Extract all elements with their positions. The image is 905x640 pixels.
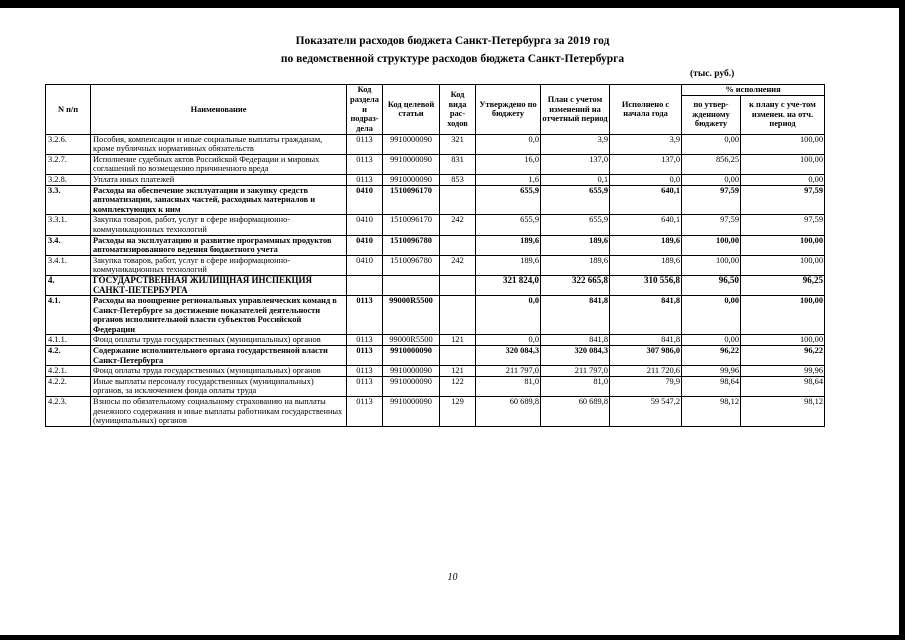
row-approved: 60 689,8 bbox=[476, 397, 541, 427]
row-pct-approved: 100,00 bbox=[682, 255, 741, 275]
row-pct-plan: 100,00 bbox=[741, 296, 825, 335]
table-row bbox=[46, 235, 825, 255]
scan-border-top bbox=[0, 0, 905, 8]
row-plan: 189,6 bbox=[541, 235, 610, 255]
row-target: 9910000090 bbox=[383, 376, 440, 396]
row-approved: 655,9 bbox=[476, 185, 541, 215]
row-kind: 853 bbox=[440, 174, 476, 185]
row-kind: 321 bbox=[440, 134, 476, 154]
row-plan: 81,0 bbox=[541, 376, 610, 396]
row-pct-plan: 100,00 bbox=[741, 154, 825, 174]
row-plan: 3,9 bbox=[541, 134, 610, 154]
table-row bbox=[46, 397, 825, 427]
units-label: (тыс. руб.) bbox=[690, 69, 735, 79]
row-section: 0113 bbox=[347, 134, 383, 154]
table-row bbox=[46, 134, 825, 154]
table-row bbox=[46, 346, 825, 366]
row-num: 3.2.6. bbox=[46, 134, 91, 154]
row-executed: 841,8 bbox=[610, 296, 682, 335]
row-pct-approved: 856,25 bbox=[682, 154, 741, 174]
row-name: Исполнение судебных актов Российской Федерации и мировых соглашений по возмещению причиненного вреда bbox=[91, 154, 347, 174]
row-num: 4.1. bbox=[46, 296, 91, 335]
row-pct-plan: 100,00 bbox=[741, 335, 825, 346]
row-pct-approved: 96,22 bbox=[682, 346, 741, 366]
row-approved: 16,0 bbox=[476, 154, 541, 174]
row-approved: 81,0 bbox=[476, 376, 541, 396]
row-kind bbox=[440, 235, 476, 255]
row-pct-approved: 97,59 bbox=[682, 215, 741, 235]
row-section: 0410 bbox=[347, 255, 383, 275]
row-section: 0113 bbox=[347, 296, 383, 335]
row-executed: 3,9 bbox=[610, 134, 682, 154]
row-pct-approved: 96,50 bbox=[682, 275, 741, 295]
row-num: 3.2.8. bbox=[46, 174, 91, 185]
row-pct-approved: 98,12 bbox=[682, 397, 741, 427]
row-target bbox=[383, 275, 440, 295]
row-section bbox=[347, 275, 383, 295]
table-row bbox=[46, 366, 825, 377]
row-plan: 655,9 bbox=[541, 185, 610, 215]
header-approved: Утверждено по бюджету bbox=[476, 85, 541, 135]
row-approved: 321 824,0 bbox=[476, 275, 541, 295]
row-pct-plan: 97,59 bbox=[741, 215, 825, 235]
row-kind: 129 bbox=[440, 397, 476, 427]
table-row bbox=[46, 335, 825, 346]
row-approved: 189,6 bbox=[476, 235, 541, 255]
row-pct-plan: 100,00 bbox=[741, 134, 825, 154]
row-pct-plan: 96,25 bbox=[741, 275, 825, 295]
row-section: 0410 bbox=[347, 185, 383, 215]
row-pct-approved: 98,64 bbox=[682, 376, 741, 396]
table-row bbox=[46, 376, 825, 396]
document-title-line1: Показатели расходов бюджета Санкт-Петербурга за 2019 год bbox=[295, 35, 610, 47]
row-plan: 137,0 bbox=[541, 154, 610, 174]
row-pct-approved: 0,00 bbox=[682, 296, 741, 335]
row-kind: 121 bbox=[440, 366, 476, 377]
row-name: Закупка товаров, работ, услуг в сфере информационно-коммуникационных технологий bbox=[91, 215, 347, 235]
row-num: 3.4. bbox=[46, 235, 91, 255]
row-executed: 640,1 bbox=[610, 215, 682, 235]
row-section: 0113 bbox=[347, 154, 383, 174]
row-plan: 322 665,8 bbox=[541, 275, 610, 295]
row-pct-plan: 98,64 bbox=[741, 376, 825, 396]
row-pct-approved: 99,96 bbox=[682, 366, 741, 377]
row-section: 0113 bbox=[347, 335, 383, 346]
row-name: Расходы на эксплуатацию и развитие программных продуктов автоматизированного ведения бюджетного учета bbox=[91, 235, 347, 255]
header-pct-group: % исполнения bbox=[682, 85, 825, 96]
table-row bbox=[46, 215, 825, 235]
row-name: Уплата иных платежей bbox=[91, 174, 347, 185]
row-target: 9910000090 bbox=[383, 134, 440, 154]
table-row bbox=[46, 296, 825, 335]
row-name: Иные выплаты персоналу государственных (муниципальных) органов, за исключением фонда оплаты труда bbox=[91, 376, 347, 396]
row-num: 4. bbox=[46, 275, 91, 295]
row-num: 4.1.1. bbox=[46, 335, 91, 346]
row-target: 9910000090 bbox=[383, 397, 440, 427]
row-section: 0113 bbox=[347, 346, 383, 366]
row-plan: 60 689,8 bbox=[541, 397, 610, 427]
row-name: Расходы на поощрение региональных управленческих команд в Санкт-Петербурге за достижение показателей деятельности органов исполнительной власти субъектов Российской Федерации bbox=[91, 296, 347, 335]
row-kind: 242 bbox=[440, 215, 476, 235]
table-row bbox=[46, 154, 825, 174]
row-approved: 320 084,3 bbox=[476, 346, 541, 366]
row-section: 0113 bbox=[347, 376, 383, 396]
row-section: 0410 bbox=[347, 235, 383, 255]
row-name: Пособия, компенсации и иные социальные выплаты гражданам, кроме публичных нормативных обязательств bbox=[91, 134, 347, 154]
row-kind: 122 bbox=[440, 376, 476, 396]
table-row bbox=[46, 185, 825, 215]
row-executed: 79,9 bbox=[610, 376, 682, 396]
row-name: Взносы по обязательному социальному страхованию на выплаты денежного содержания и иные выплаты работникам государственных (муниципальных) органов bbox=[91, 397, 347, 427]
row-pct-plan: 100,00 bbox=[741, 255, 825, 275]
row-plan: 211 797,0 bbox=[541, 366, 610, 377]
scan-border-right bbox=[899, 0, 905, 640]
row-executed: 189,6 bbox=[610, 235, 682, 255]
row-kind: 831 bbox=[440, 154, 476, 174]
row-plan: 189,6 bbox=[541, 255, 610, 275]
row-num: 4.2. bbox=[46, 346, 91, 366]
row-name: Фонд оплаты труда государственных (муниципальных) органов bbox=[91, 366, 347, 377]
row-target: 1510096170 bbox=[383, 215, 440, 235]
row-kind bbox=[440, 185, 476, 215]
row-num: 4.2.2. bbox=[46, 376, 91, 396]
table-row bbox=[46, 255, 825, 275]
row-kind bbox=[440, 296, 476, 335]
row-executed: 640,1 bbox=[610, 185, 682, 215]
page-number: 10 bbox=[447, 572, 458, 583]
row-name: ГОСУДАРСТВЕННАЯ ЖИЛИЩНАЯ ИНСПЕКЦИЯ САНКТ-ПЕТЕРБУРГА bbox=[91, 275, 347, 295]
row-approved: 1,6 bbox=[476, 174, 541, 185]
row-approved: 655,9 bbox=[476, 215, 541, 235]
row-plan: 320 084,3 bbox=[541, 346, 610, 366]
row-plan: 655,9 bbox=[541, 215, 610, 235]
row-target: 1510096780 bbox=[383, 255, 440, 275]
row-num: 4.2.1. bbox=[46, 366, 91, 377]
table-row bbox=[46, 174, 825, 185]
row-target: 1510096170 bbox=[383, 185, 440, 215]
row-name: Расходы на обеспечение эксплуатации и закупку средств автоматизации, запасных частей, расходных материалов и комплектующих к ним bbox=[91, 185, 347, 215]
table-row bbox=[46, 275, 825, 295]
row-section: 0113 bbox=[347, 174, 383, 185]
row-approved: 0,0 bbox=[476, 296, 541, 335]
document-title-line2: по ведомственной структуре расходов бюджета Санкт-Петербурга bbox=[280, 53, 625, 65]
row-plan: 841,8 bbox=[541, 335, 610, 346]
row-approved: 189,6 bbox=[476, 255, 541, 275]
row-approved: 0,0 bbox=[476, 335, 541, 346]
row-target: 9910000090 bbox=[383, 174, 440, 185]
row-target: 9910000090 bbox=[383, 366, 440, 377]
row-executed: 59 547,2 bbox=[610, 397, 682, 427]
header-executed: Исполнено с начала года bbox=[610, 85, 682, 135]
header-target: Код целевой статьи bbox=[383, 85, 440, 135]
row-pct-plan: 0,00 bbox=[741, 174, 825, 185]
row-pct-plan: 98,12 bbox=[741, 397, 825, 427]
row-kind bbox=[440, 346, 476, 366]
row-executed: 0,0 bbox=[610, 174, 682, 185]
row-executed: 189,6 bbox=[610, 255, 682, 275]
row-kind bbox=[440, 275, 476, 295]
scan-border-bottom bbox=[0, 635, 905, 640]
row-kind: 121 bbox=[440, 335, 476, 346]
row-num: 3.3. bbox=[46, 185, 91, 215]
row-executed: 841,8 bbox=[610, 335, 682, 346]
row-approved: 211 797,0 bbox=[476, 366, 541, 377]
row-plan: 0,1 bbox=[541, 174, 610, 185]
row-executed: 307 986,0 bbox=[610, 346, 682, 366]
row-approved: 0,0 bbox=[476, 134, 541, 154]
row-pct-approved: 0,00 bbox=[682, 335, 741, 346]
row-section: 0113 bbox=[347, 366, 383, 377]
row-kind: 242 bbox=[440, 255, 476, 275]
row-num: 3.3.1. bbox=[46, 215, 91, 235]
row-pct-plan: 100,00 bbox=[741, 235, 825, 255]
row-name: Фонд оплаты труда государственных (муниципальных) органов bbox=[91, 335, 347, 346]
header-kind: Код вида рас-ходов bbox=[440, 85, 476, 135]
header-section: Код раздела и подраз-дела bbox=[347, 85, 383, 135]
row-num: 3.4.1. bbox=[46, 255, 91, 275]
row-pct-approved: 0,00 bbox=[682, 174, 741, 185]
row-target: 9910000090 bbox=[383, 154, 440, 174]
row-pct-plan: 96,22 bbox=[741, 346, 825, 366]
row-section: 0410 bbox=[347, 215, 383, 235]
header-plan: План с учетом изменений на отчетный период bbox=[541, 85, 610, 135]
row-target: 99000R5500 bbox=[383, 296, 440, 335]
row-section: 0113 bbox=[347, 397, 383, 427]
row-target: 9910000090 bbox=[383, 346, 440, 366]
row-name: Закупка товаров, работ, услуг в сфере информационно-коммуникационных технологий bbox=[91, 255, 347, 275]
row-pct-approved: 97,59 bbox=[682, 185, 741, 215]
row-pct-approved: 0,00 bbox=[682, 134, 741, 154]
row-plan: 841,8 bbox=[541, 296, 610, 335]
row-pct-approved: 100,00 bbox=[682, 235, 741, 255]
row-target: 1510096780 bbox=[383, 235, 440, 255]
header-num: N п/п bbox=[46, 85, 91, 135]
row-name: Содержание исполнительного органа государственной власти Санкт-Петербурга bbox=[91, 346, 347, 366]
row-num: 4.2.3. bbox=[46, 397, 91, 427]
row-executed: 310 556,8 bbox=[610, 275, 682, 295]
header-name: Наименование bbox=[91, 85, 347, 135]
row-executed: 211 720,6 bbox=[610, 366, 682, 377]
header-pct-approved: по утвер-жденному бюджету bbox=[682, 95, 741, 134]
table-body bbox=[46, 134, 825, 426]
row-executed: 137,0 bbox=[610, 154, 682, 174]
row-pct-plan: 99,96 bbox=[741, 366, 825, 377]
expenditure-table bbox=[45, 84, 825, 427]
row-num: 3.2.7. bbox=[46, 154, 91, 174]
header-pct-plan: к плану с уче-том изменен. на отч. период bbox=[741, 95, 825, 134]
row-pct-plan: 97,59 bbox=[741, 185, 825, 215]
row-target: 99000R5500 bbox=[383, 335, 440, 346]
